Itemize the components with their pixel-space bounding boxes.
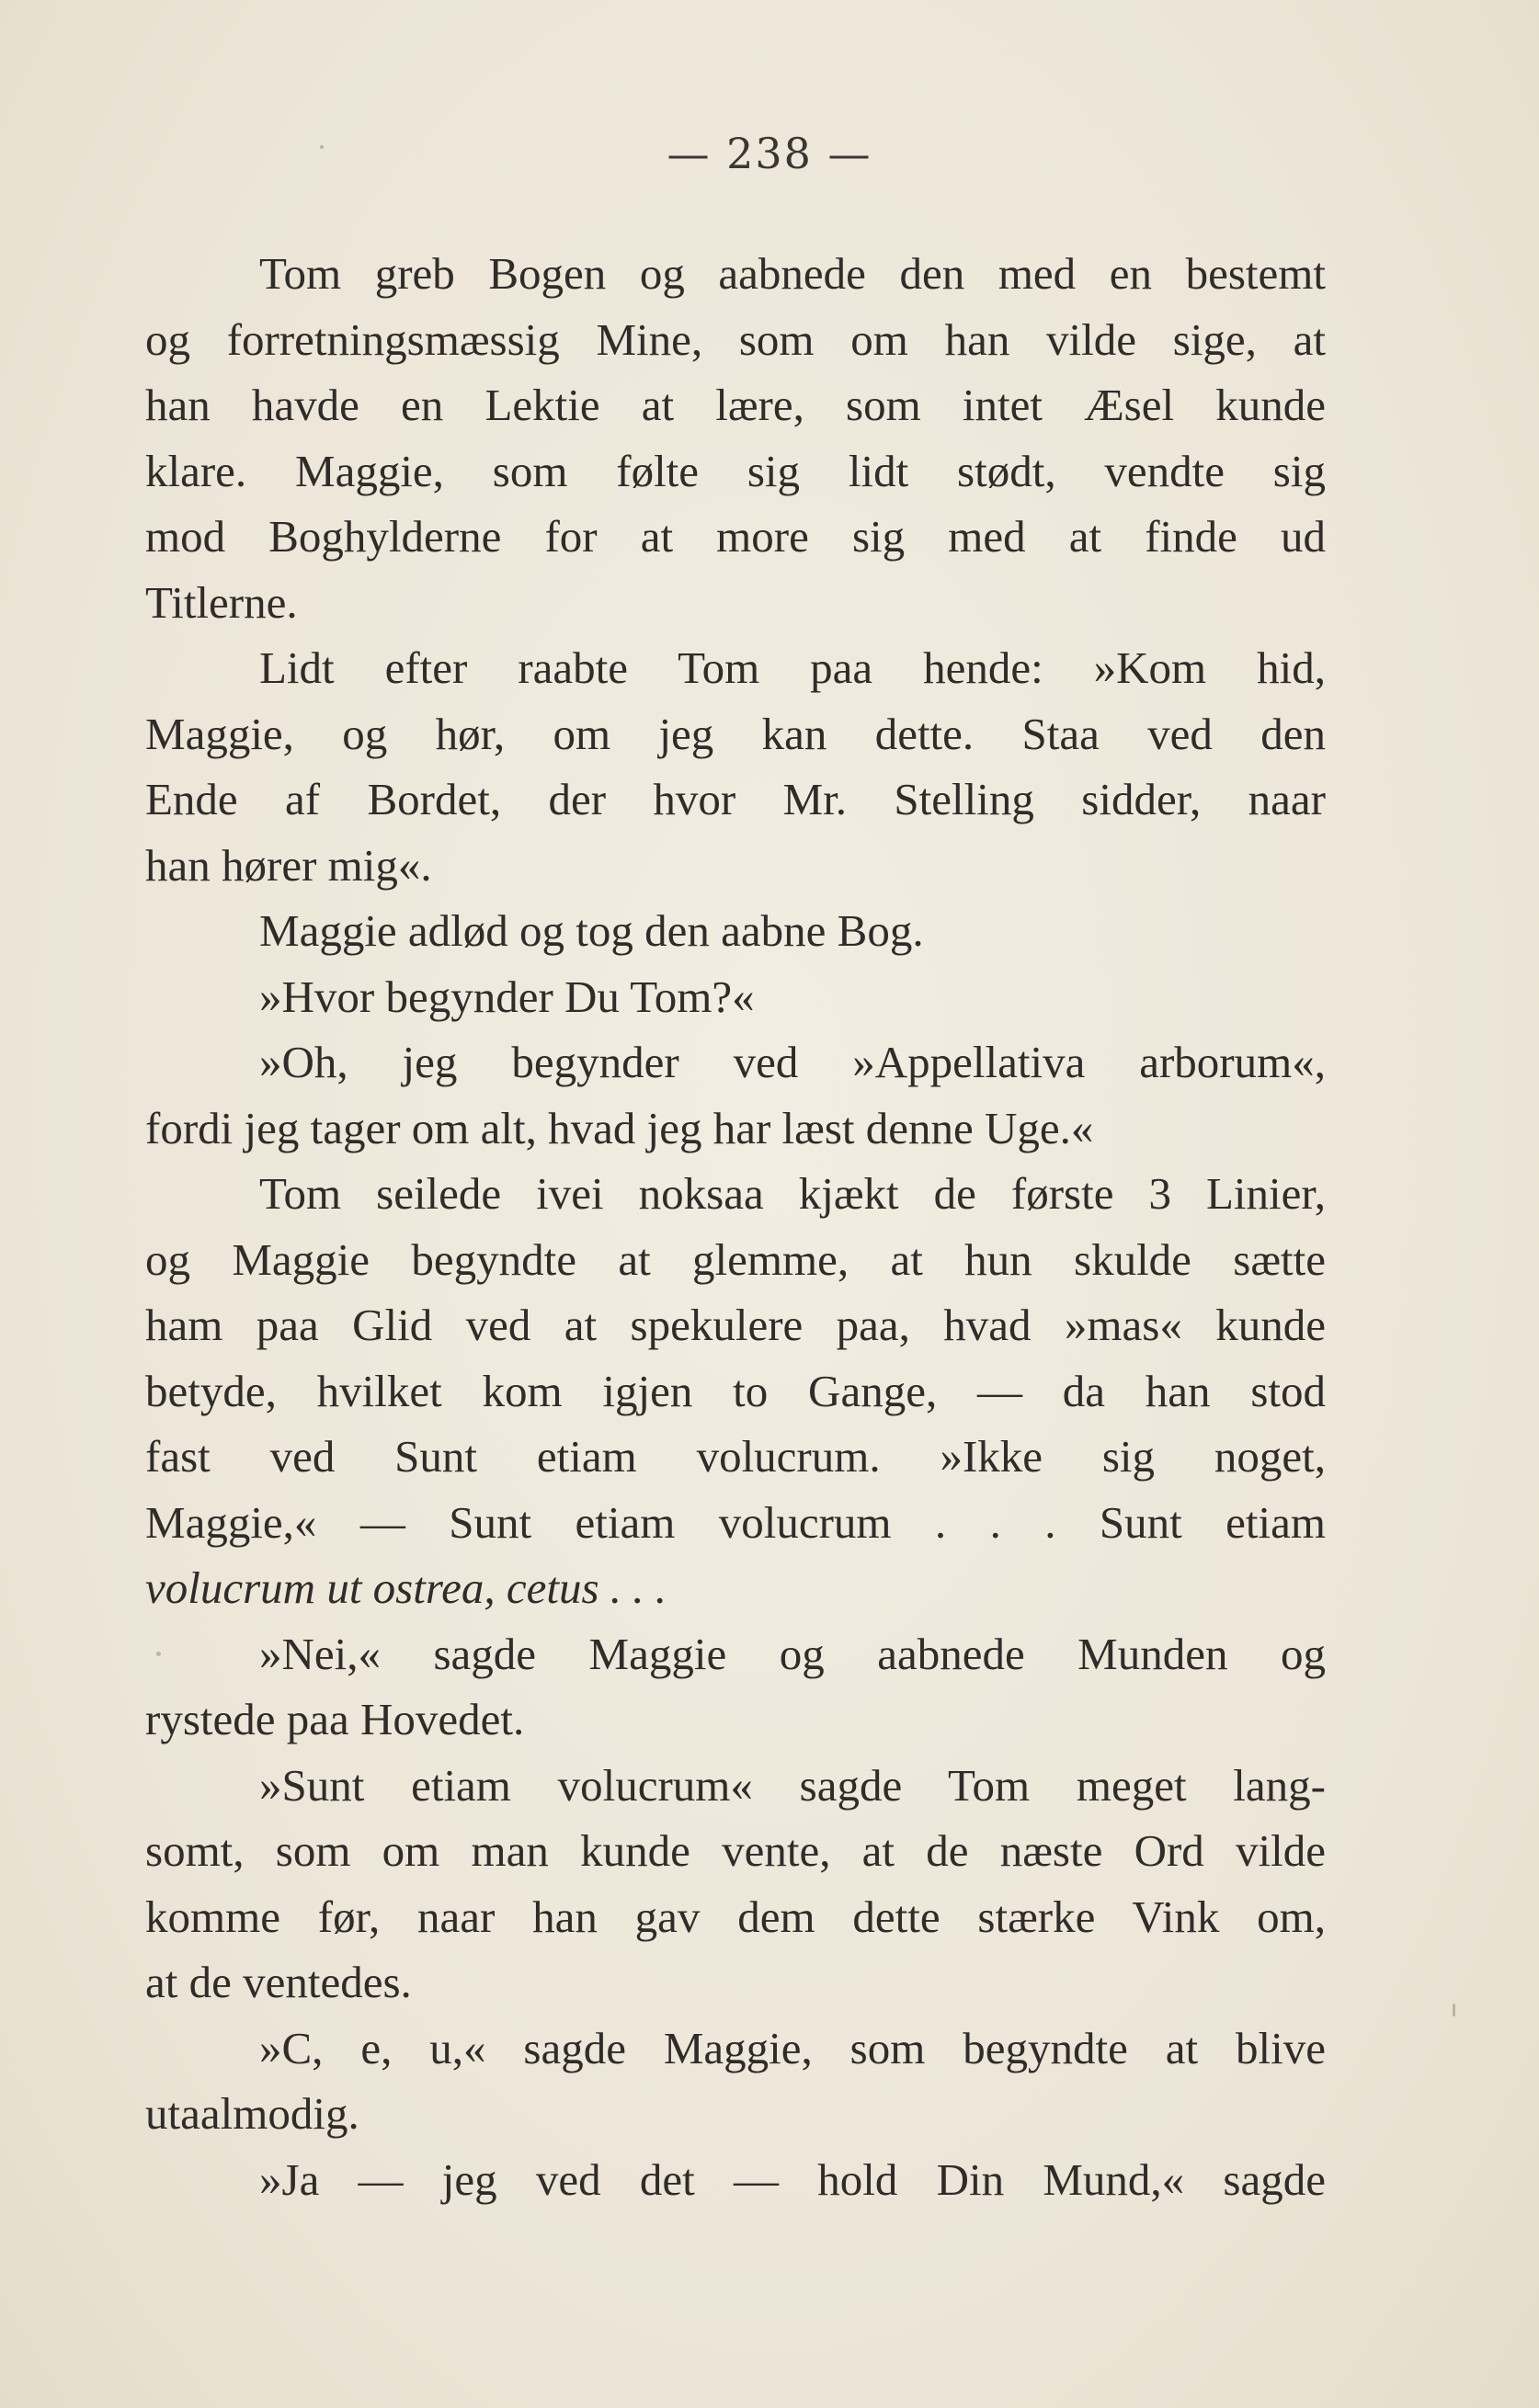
text-line: Lidt efter raabte Tom paa hende: »Kom hid, <box>259 642 1326 693</box>
text-line: Maggie, og hør, om jeg kan dette. Staa ved den <box>145 708 1326 759</box>
text-line: fordi jeg tager om alt, hvad jeg har læst denne Uge.« <box>145 1102 1094 1153</box>
text-line: »Ja — jeg ved det — hold Din Mund,« sagde <box>259 2153 1326 2205</box>
paper-speck <box>1453 2004 1455 2016</box>
text-line: og forretningsmæssig Mine, som om han vilde sige, at <box>145 313 1326 365</box>
text-line: fast ved Sunt etiam volucrum. »Ikke sig noget, <box>145 1431 1326 1482</box>
text-line: Tom seilede ivei noksaa kjækt de første 3 Linier, <box>259 1168 1326 1219</box>
text-line: »Sunt etiam volucrum« sagde Tom meget lang- <box>259 1759 1326 1811</box>
paper-speck <box>320 145 324 149</box>
paper-speck <box>156 1652 161 1656</box>
text-line: ham paa Glid ved at spekulere paa, hvad »mas« kunde <box>145 1300 1326 1350</box>
text-line: Maggie,« — Sunt etiam volucrum . . . Sunt etiam <box>145 1496 1326 1548</box>
text-line: komme før, naar han gav dem dette stærke Vink om, <box>145 1891 1326 1942</box>
text-line: volucrum ut ostrea, cetus . . . <box>145 1562 667 1613</box>
text-line: rystede paa Hovedet. <box>145 1694 525 1744</box>
text-line: han hører mig«. <box>145 839 432 891</box>
text-line: »Oh, jeg begynder ved »Appellativa arborum«, <box>259 1037 1326 1087</box>
text-line: utaalmodig. <box>145 2088 359 2139</box>
text-line: at de ventedes. <box>145 1957 412 2007</box>
text-line: somt, som om man kunde vente, at de næste Ord vilde <box>145 1825 1326 1876</box>
text-line: betyde, hvilket kom igjen to Gange, — da han stod <box>145 1365 1326 1416</box>
text-line: »Hvor begynder Du Tom?« <box>259 971 755 1022</box>
text-line: Tom greb Bogen og aabnede den med en bestemt <box>259 248 1326 299</box>
text-line: »Nei,« sagde Maggie og aabnede Munden og <box>259 1628 1326 1679</box>
page-number: — 238 — <box>667 129 872 178</box>
text-line: Titlerne. <box>145 576 298 628</box>
text-line: og Maggie begyndte at glemme, at hun skulde sætte <box>145 1233 1326 1285</box>
text-line: »C, e, u,« sagde Maggie, som begyndte at blive <box>259 2022 1326 2073</box>
text-line: klare. Maggie, som følte sig lidt stødt, vendte sig <box>145 445 1326 496</box>
body-text <box>145 241 1326 2212</box>
text-line: Ende af Bordet, der hvor Mr. Stelling sidder, naar <box>145 774 1326 824</box>
text-line: han havde en Lektie at lære, som intet Æsel kunde <box>145 380 1326 430</box>
text-line: Maggie adlød og tog den aabne Bog. <box>259 905 924 956</box>
text-line: mod Boghylderne for at more sig med at finde ud <box>145 511 1326 562</box>
